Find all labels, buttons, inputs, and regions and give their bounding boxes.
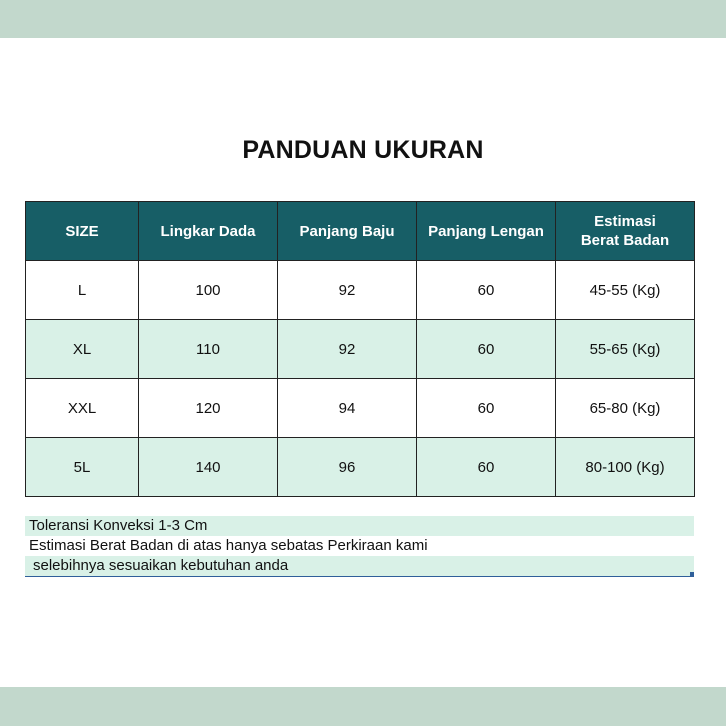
cell-panjang-baju: 96 xyxy=(278,438,417,497)
note-toleransi: Toleransi Konveksi 1-3 Cm xyxy=(25,516,694,536)
cell-panjang-lengan: 60 xyxy=(417,261,556,320)
cell-berat-badan: 65-80 (Kg) xyxy=(556,379,695,438)
cell-berat-badan: 45-55 (Kg) xyxy=(556,261,695,320)
cell-panjang-lengan: 60 xyxy=(417,438,556,497)
cell-panjang-baju: 92 xyxy=(278,261,417,320)
header-size: SIZE xyxy=(26,202,139,261)
header-lingkar-dada: Lingkar Dada xyxy=(139,202,278,261)
cell-panjang-baju: 94 xyxy=(278,379,417,438)
cell-lingkar-dada: 140 xyxy=(139,438,278,497)
selection-handle xyxy=(690,572,694,576)
header-estimasi-line2: Berat Badan xyxy=(580,232,670,249)
bottom-band xyxy=(0,687,726,726)
notes-underline xyxy=(25,576,694,577)
table-row xyxy=(26,438,695,497)
table-row xyxy=(26,320,695,379)
table-header-row xyxy=(26,202,695,261)
cell-size: XXL xyxy=(26,379,139,438)
cell-panjang-lengan: 60 xyxy=(417,320,556,379)
cell-berat-badan: 55-65 (Kg) xyxy=(556,320,695,379)
cell-lingkar-dada: 100 xyxy=(139,261,278,320)
note-selebihnya: selebihnya sesuaikan kebutuhan anda xyxy=(25,556,694,576)
table-row xyxy=(26,379,695,438)
cell-size: 5L xyxy=(26,438,139,497)
header-panjang-baju: Panjang Baju xyxy=(278,202,417,261)
header-estimasi-line1: Estimasi xyxy=(594,213,656,230)
cell-size: XL xyxy=(26,320,139,379)
top-band xyxy=(0,0,726,38)
size-chart-table xyxy=(25,201,695,497)
notes-block xyxy=(25,516,694,577)
cell-panjang-baju: 92 xyxy=(278,320,417,379)
cell-lingkar-dada: 120 xyxy=(139,379,278,438)
cell-panjang-lengan: 60 xyxy=(417,379,556,438)
cell-berat-badan: 80-100 (Kg) xyxy=(556,438,695,497)
header-panjang-lengan: Panjang Lengan xyxy=(417,202,556,261)
cell-size: L xyxy=(26,261,139,320)
header-estimasi-berat-badan xyxy=(556,202,695,261)
cell-lingkar-dada: 110 xyxy=(139,320,278,379)
table-row xyxy=(26,261,695,320)
note-estimasi: Estimasi Berat Badan di atas hanya sebatas Perkiraan kami xyxy=(29,537,428,554)
page-title: PANDUAN UKURAN xyxy=(242,136,484,164)
